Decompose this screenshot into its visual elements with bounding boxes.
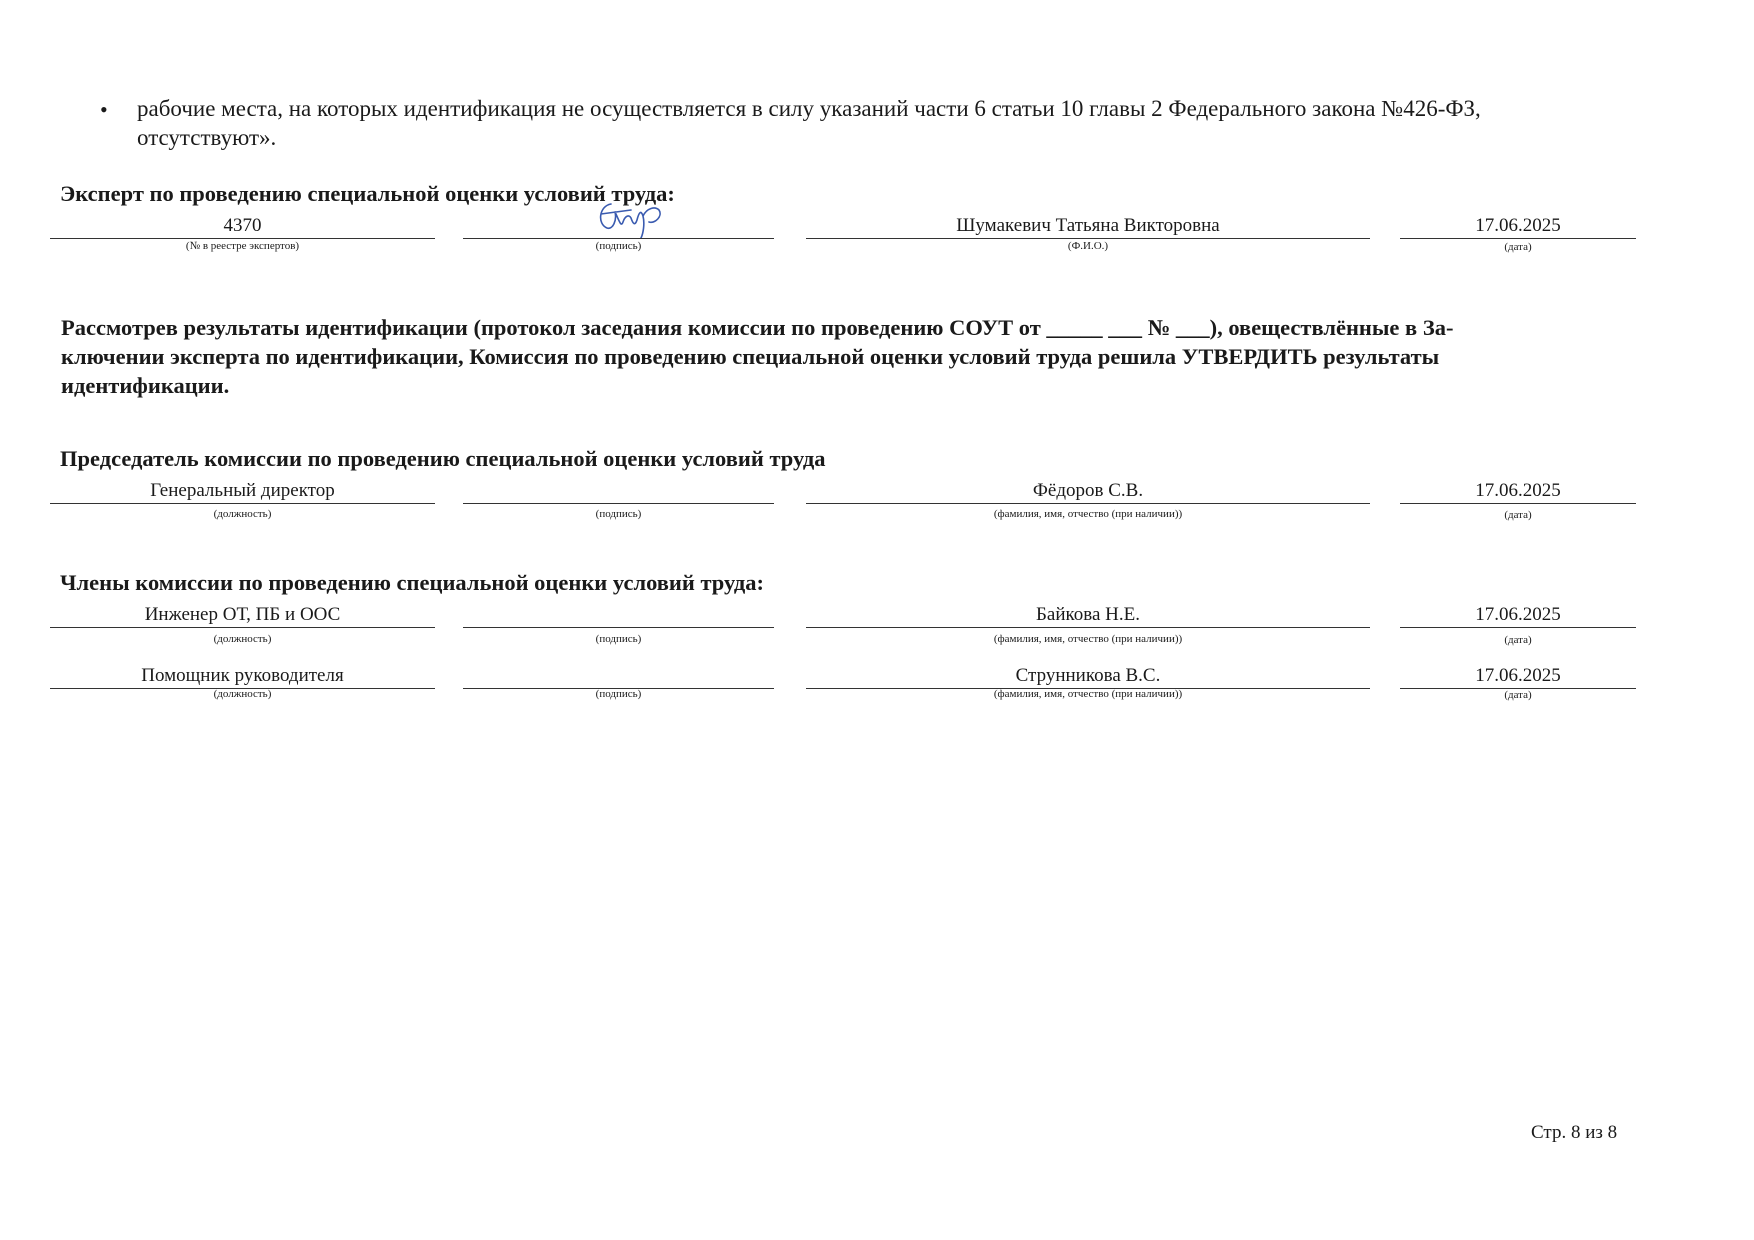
expert-signature-caption: (подпись) (595, 240, 642, 252)
member-2-position-caption: (должность) (213, 688, 272, 700)
member-2-signature-field (463, 664, 774, 689)
expert-name-caption: (Ф.И.О.) (1067, 240, 1109, 252)
chairman-position: Генеральный директор (50, 479, 435, 504)
member-1-position: Инженер ОТ, ПБ и ООС (50, 603, 435, 628)
member-1-date-caption: (дата) (1504, 634, 1532, 646)
decision-line-2: ключении эксперта по идентификации, Комиссия по проведению специальной оценки условий труда решила УТВЕРДИТЬ результаты (61, 344, 1440, 369)
decision-line-1: Рассмотрев результаты идентификации (протокол заседания комиссии по проведению СОУТ от _____ ___ № ___), овеществлённые в За- (61, 315, 1454, 340)
chairman-heading: Председатель комиссии по проведению специальной оценки условий труда (60, 446, 826, 471)
member-2-date-caption: (дата) (1504, 689, 1532, 701)
chairman-name-caption: (фамилия, имя, отчество (при наличии)) (993, 508, 1183, 520)
member-1-name-caption: (фамилия, имя, отчество (при наличии)) (993, 633, 1183, 645)
expert-name: Шумакевич Татьяна Викторовна (806, 214, 1370, 239)
member-2-name-caption: (фамилия, имя, отчество (при наличии)) (993, 688, 1183, 700)
bullet-icon: • (100, 97, 108, 122)
member-1-signature-caption: (подпись) (595, 633, 642, 645)
chairman-signature-field (463, 479, 774, 504)
chairman-signature-caption: (подпись) (595, 508, 642, 520)
expert-signature (593, 198, 673, 238)
member-2-position: Помощник руководителя (50, 664, 435, 689)
member-2-date: 17.06.2025 (1400, 664, 1636, 689)
member-1-name: Байкова Н.Е. (806, 603, 1370, 628)
decision-line-3: идентификации. (61, 373, 230, 398)
expert-signature-field (463, 214, 774, 239)
member-1-signature-field (463, 603, 774, 628)
bullet-line-1: рабочие места, на которых идентификация не осуществляется в силу указаний части 6 статьи 10 главы 2 Федерального закона №426-ФЗ, (137, 96, 1481, 121)
chairman-date-caption: (дата) (1504, 509, 1532, 521)
expert-registry-caption: (№ в реестре экспертов) (185, 240, 300, 252)
bullet-line-2: отсутствуют». (137, 125, 277, 150)
member-2-name: Струнникова В.С. (806, 664, 1370, 689)
expert-heading: Эксперт по проведению специальной оценки условий труда: (60, 181, 675, 206)
page-number: Стр. 8 из 8 (1531, 1122, 1618, 1143)
expert-registry-number: 4370 (50, 214, 435, 239)
member-2-signature-caption: (подпись) (595, 688, 642, 700)
expert-date-caption: (дата) (1504, 241, 1532, 253)
chairman-position-caption: (должность) (213, 508, 272, 520)
chairman-date: 17.06.2025 (1400, 479, 1636, 504)
members-heading: Члены комиссии по проведению специальной оценки условий труда: (60, 570, 764, 595)
expert-date: 17.06.2025 (1400, 214, 1636, 239)
chairman-name: Фёдоров С.В. (806, 479, 1370, 504)
member-1-position-caption: (должность) (213, 633, 272, 645)
member-1-date: 17.06.2025 (1400, 603, 1636, 628)
